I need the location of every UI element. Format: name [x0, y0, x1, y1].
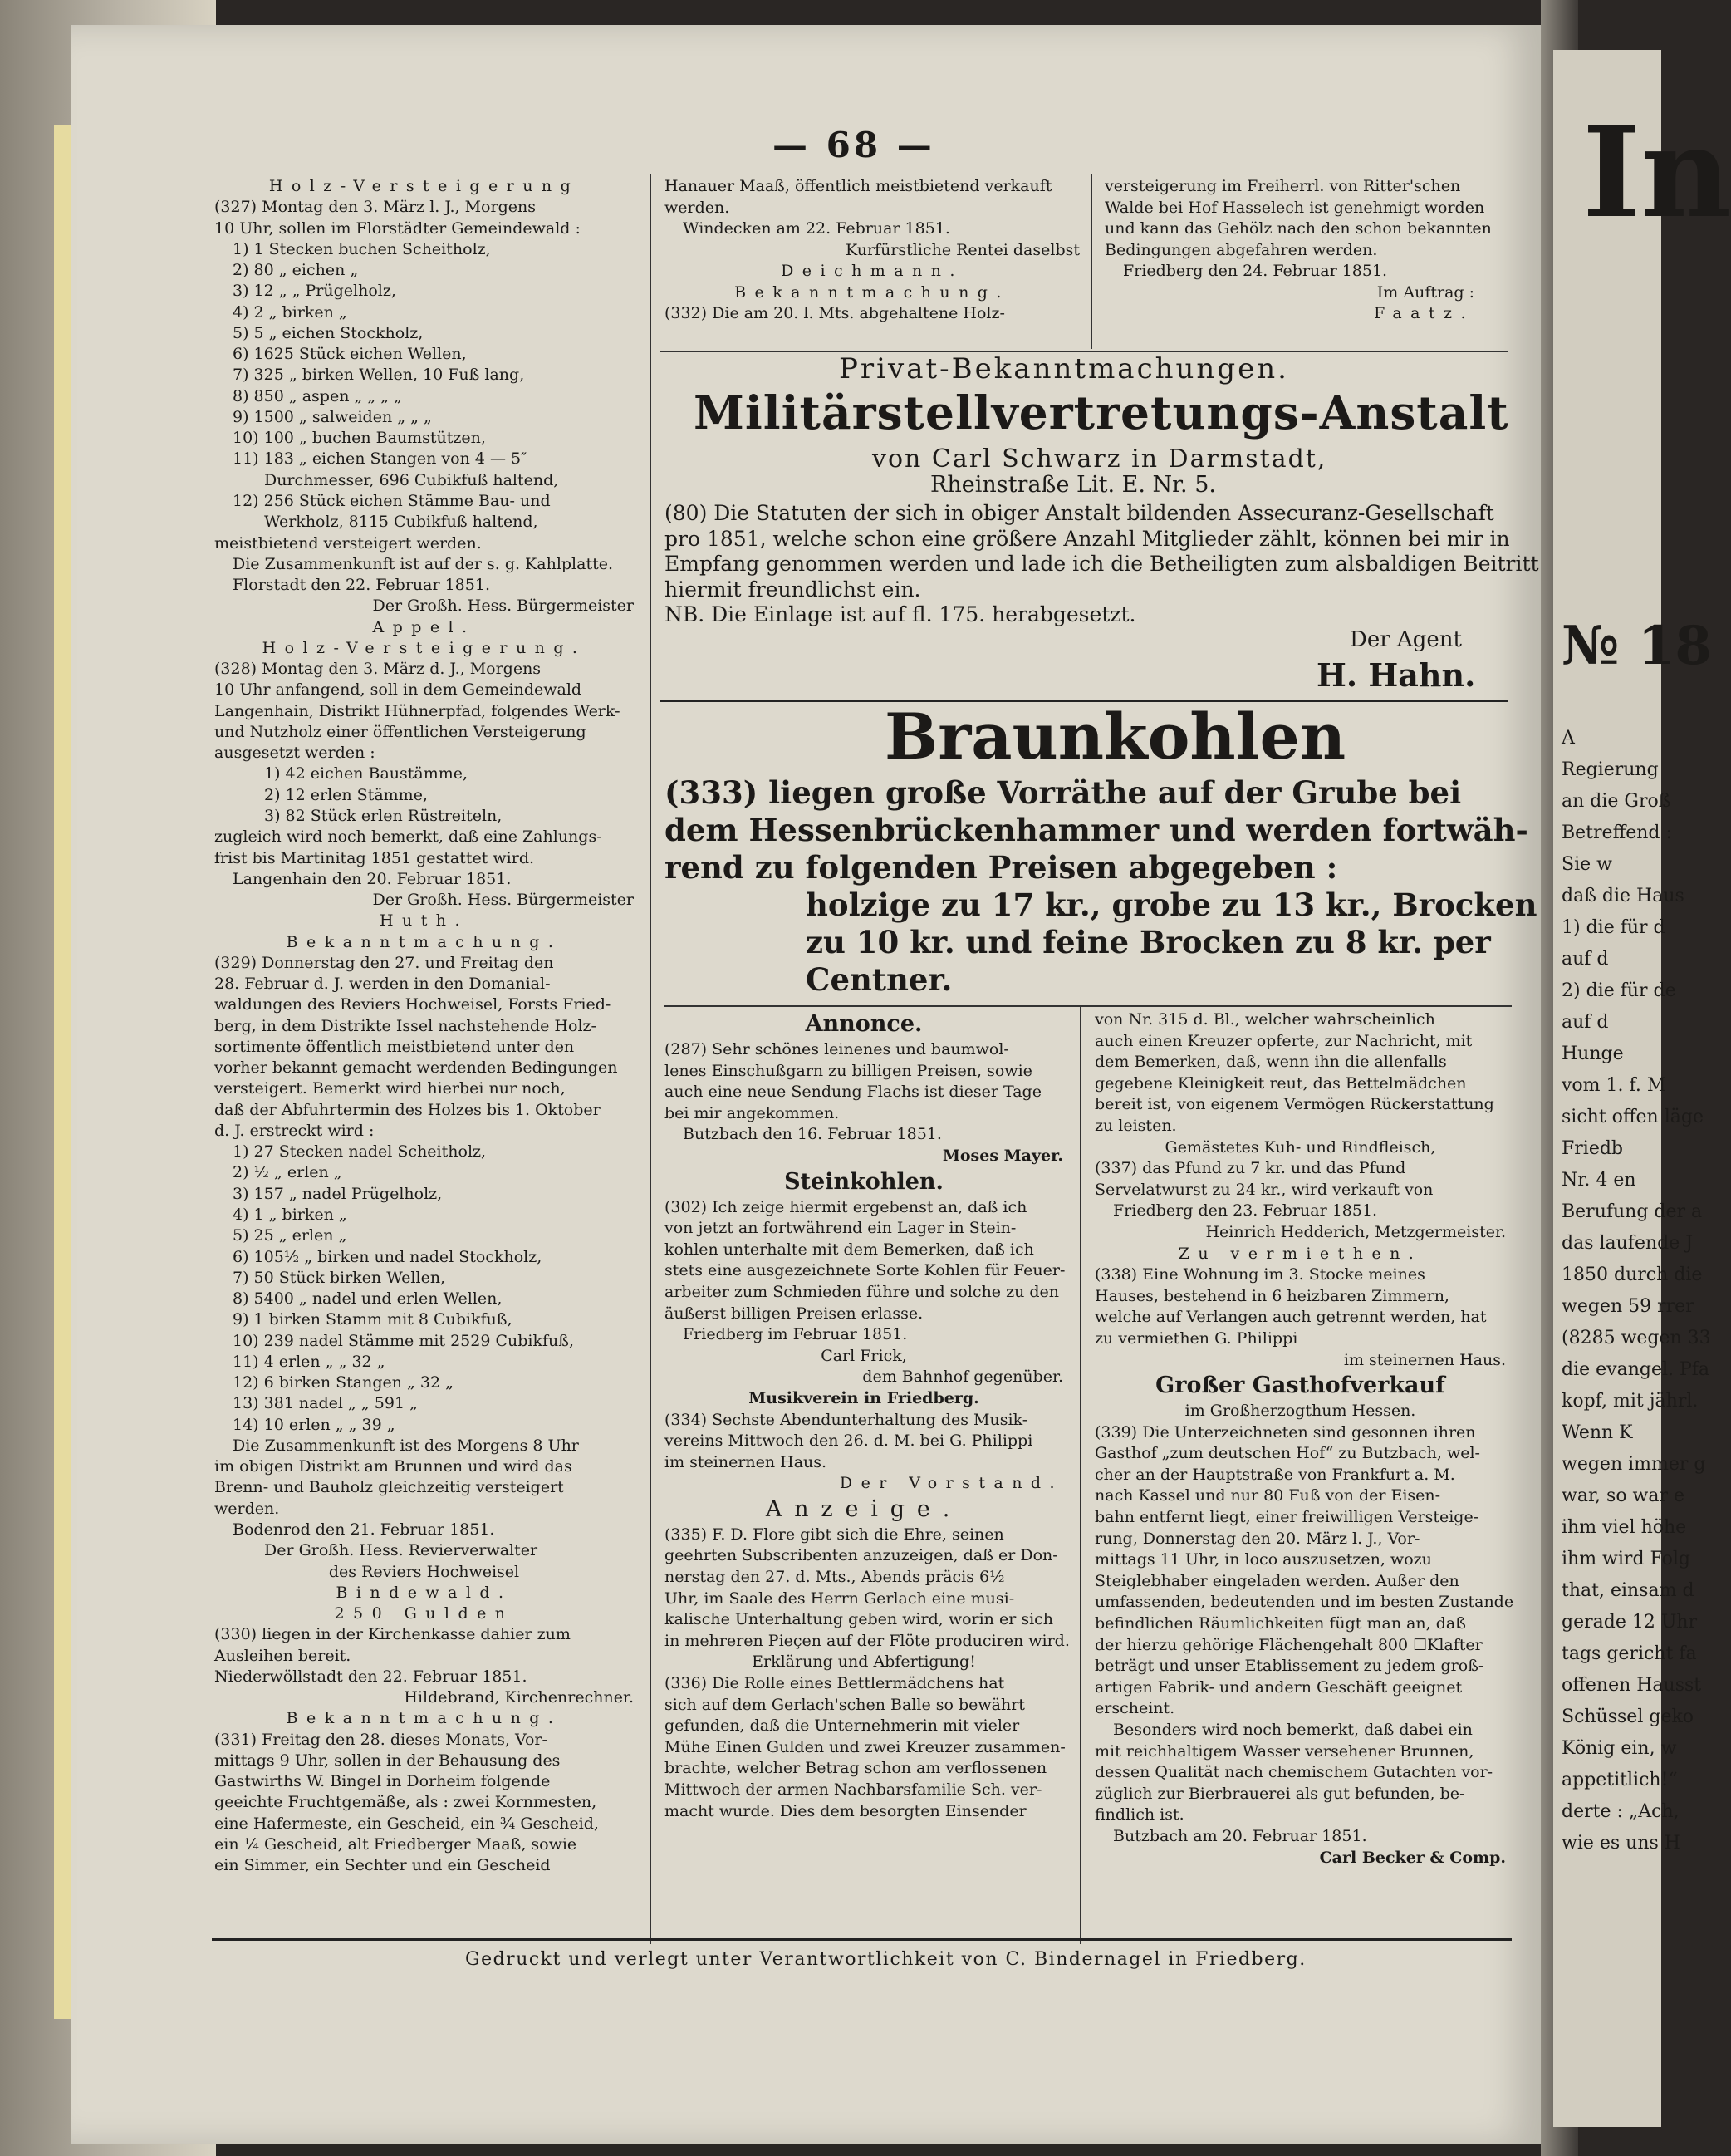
col2_lower-line: (287) Sehr schönes leinenes und baumwol-: [664, 1040, 1009, 1058]
col1-line: meistbietend versteigert werden.: [214, 533, 482, 553]
col3_lower-line: (337) das Pfund zu 7 kr. und das Pfund: [1095, 1159, 1406, 1178]
col1-line: 12) 6 birken Stangen „ 32 „: [233, 1373, 454, 1392]
facing-text-line: an die Groß: [1562, 791, 1671, 812]
col2_lower-line: (335) F. D. Flore gibt sich die Ehre, seinen: [664, 1525, 1004, 1544]
column-rule-3: [1080, 1007, 1081, 1944]
facing-text-line: ihm wird Folg: [1562, 1549, 1690, 1569]
col1-line: Der Großh. Hess. Revierverwalter: [264, 1541, 538, 1560]
col1-line: Hildebrand, Kirchenrechner.: [404, 1688, 634, 1707]
col2_lower-line: Steinkohlen.: [784, 1168, 944, 1195]
col3_top-line: Im Auftrag :: [1376, 282, 1474, 302]
col1-line: werden.: [214, 1499, 280, 1518]
col2_lower-line: im steinernen Haus.: [664, 1452, 827, 1471]
col2_lower-line: auch eine neue Sendung Flachs ist dieser Tage: [664, 1083, 1042, 1102]
col1-line: 10) 100 „ buchen Baumstützen,: [233, 429, 486, 448]
braunkohlen-title: Braunkohlen: [885, 700, 1346, 774]
braunkohlen-line: dem Hessenbrückenhammer und werden fortwäh-: [664, 812, 1528, 848]
col1-line: ausgesetzt werden :: [214, 744, 375, 763]
col1-line: versteigert. Bemerkt wird hierbei nur noch,: [214, 1079, 566, 1098]
facing-text-line: auf d: [1562, 1012, 1609, 1033]
col3_top-line: Friedberg den 24. Februar 1851.: [1123, 262, 1388, 280]
col2_lower-line: Mittwoch der armen Nachbarsfamilie Sch. ver-: [664, 1780, 1042, 1799]
col1-line: Durchmesser, 696 Cubikfuß haltend,: [264, 470, 559, 489]
col3_lower-line: der hierzu gehörige Flächengehalt 800 ☐Klafter: [1095, 1635, 1483, 1654]
col3_lower-line: gegebene Kleinigkeit reut, das Bettelmädchen: [1095, 1073, 1467, 1093]
col1-line: Holz-Versteigerung: [268, 177, 580, 195]
col2_lower-line: gefunden, daß die Unternehmerin mit vieler: [664, 1716, 1020, 1736]
col1-line: Bodenrod den 21. Februar 1851.: [233, 1520, 495, 1539]
col3_lower-line: zu leisten.: [1095, 1116, 1177, 1135]
privat-body: [664, 501, 1539, 628]
col2_lower-line: kalische Unterhaltung geben wird, worin er sich: [664, 1610, 1054, 1629]
col1-line: Die Zusammenkunft ist des Morgens 8 Uhr: [233, 1436, 579, 1455]
col1-line: 13) 381 nadel „ „ 591 „: [233, 1394, 418, 1413]
braunkohlen-body: [664, 774, 1537, 999]
col3_lower-line: von Nr. 315 d. Bl., welcher wahrscheinlich: [1095, 1010, 1435, 1029]
col3_lower-line: welche auf Verlangen auch getrennt werden, hat: [1095, 1308, 1487, 1327]
col2_lower-line: Friedberg im Februar 1851.: [683, 1325, 908, 1344]
privat-body-line: NB. Die Einlage ist auf fl. 175. herabgesetzt.: [664, 602, 1136, 626]
col1-line: 2) 80 „ eichen „: [233, 261, 359, 280]
col1-line: 10 Uhr, sollen im Florstädter Gemeindewald :: [214, 219, 581, 238]
facing-issue-number: № 18: [1562, 615, 1712, 677]
col3_lower-line: Hauses, bestehend in 6 heizbaren Zimmern,: [1095, 1286, 1449, 1305]
col3_top-line: Walde bei Hof Hasselech ist genehmigt worden: [1105, 198, 1485, 217]
col2_lower-line: Carl Frick,: [821, 1346, 907, 1365]
facing-text-line: sicht offen läge: [1562, 1107, 1704, 1127]
col1-line: 7) 325 „ birken Wellen, 10 Fuß lang,: [233, 366, 525, 385]
col2_lower-line: Musikverein in Friedberg.: [748, 1388, 979, 1407]
facing-text-line: appetitlich!“: [1562, 1770, 1678, 1790]
col1-line: Der Großh. Hess. Bürgermeister: [372, 597, 634, 616]
col3_top-line: und kann das Gehölz nach den schon bekannten: [1105, 219, 1492, 238]
facing-text-line: Nr. 4 en: [1562, 1170, 1636, 1191]
col2_top-line: Deichmann.: [781, 262, 964, 280]
col2_lower-line: Butzbach den 16. Februar 1851.: [683, 1125, 942, 1144]
col1-line: (329) Donnerstag den 27. und Freitag den: [214, 953, 554, 972]
col1-line: und Nutzholz einer öffentlichen Versteigerung: [214, 722, 586, 741]
col1-line: daß der Abfuhrtermin des Holzes bis 1. Oktober: [214, 1100, 601, 1119]
facing-text-line: Schüssel geko: [1562, 1707, 1694, 1727]
col1-line: 2) ½ „ erlen „: [233, 1163, 342, 1182]
col3_lower-line: (339) Die Unterzeichneten sind gesonnen ihren: [1095, 1422, 1476, 1441]
column-middle-top: [664, 176, 1080, 325]
facing-text-line: Sie w: [1562, 854, 1612, 875]
col2_lower-line: (334) Sechste Abendunterhaltung des Musik-: [664, 1410, 1028, 1429]
col2_top-line: Windecken am 22. Februar 1851.: [683, 219, 950, 238]
col3_lower-line: nach Kassel und nur 80 Fuß von der Eisen-: [1095, 1486, 1441, 1505]
privat-heading: Privat-Bekanntmachungen.: [839, 352, 1289, 386]
col1-line: im obigen Distrikt am Brunnen und wird das: [214, 1457, 572, 1476]
col3_lower-line: züglich zur Bierbrauerei als gut befunden, be-: [1095, 1784, 1465, 1803]
col2_lower-line: bei mir angekommen.: [664, 1103, 840, 1122]
col2_top-line: Kurfürstliche Rentei daselbst: [845, 240, 1080, 259]
col3_lower-line: umfassenden, bedeutenden und im besten Zustande: [1095, 1593, 1514, 1612]
col2_lower-line: äußerst billigen Preisen erlasse.: [664, 1304, 924, 1323]
col2_lower-line: macht wurde. Dies dem besorgten Einsender: [664, 1801, 1027, 1820]
col3_lower-line: mit reichhaltigem Wasser versehener Brunnen,: [1095, 1741, 1474, 1761]
facing-text-line: A: [1562, 728, 1575, 749]
privat-agent-name: H. Hahn.: [1317, 656, 1476, 694]
imprint-footer: Gedruckt und verlegt unter Verantwortlichkeit von C. Bindernagel in Friedberg.: [465, 1949, 1307, 1970]
col2_lower-line: Mühe Einen Gulden und zwei Kreuzer zusammen-: [664, 1737, 1066, 1756]
col2_lower-line: brachte, welcher Betrag schon am verflossenen: [664, 1759, 1047, 1778]
col3_lower-line: findlich ist.: [1095, 1805, 1184, 1824]
col1-line: Der Großh. Hess. Bürgermeister: [372, 891, 634, 910]
col1-line: 6) 105½ „ birken und nadel Stockholz,: [233, 1247, 542, 1266]
col1-line: 8) 5400 „ nadel und erlen Wellen,: [233, 1289, 503, 1309]
col3_lower-line: Zu vermiethen.: [1178, 1244, 1423, 1263]
col3_lower-line: Friedberg den 23. Februar 1851.: [1113, 1201, 1378, 1220]
column-right-top: [1105, 176, 1492, 325]
col1-line: zugleich wird noch bemerkt, daß eine Zahlungs-: [214, 828, 602, 847]
col2_lower-line: sich auf dem Gerlach'schen Balle so bewährt: [664, 1695, 1025, 1714]
facing-text-line: war, so war e: [1562, 1486, 1685, 1506]
col2_top-line: (332) Die am 20. l. Mts. abgehaltene Holz-: [664, 304, 1005, 322]
col2_lower-line: in mehreren Pieçen auf der Flöte produciren wird.: [664, 1631, 1070, 1650]
privat-title: Militärstellvertretungs-Anstalt: [694, 386, 1509, 440]
col1-line: Appel.: [372, 617, 476, 636]
col3_top-line: versteigerung im Freiherrl. von Ritter'schen: [1105, 177, 1461, 195]
col3_top-line: Faatz.: [1374, 304, 1474, 322]
col1-line: 1) 27 Stecken nadel Scheitholz,: [233, 1142, 487, 1161]
col1-line: (331) Freitag den 28. dieses Monats, Vor-: [214, 1730, 547, 1749]
col1-line: 11) 4 erlen „ „ 32 „: [233, 1352, 385, 1371]
col2_lower-line: von jetzt an fortwährend ein Lager in Stein-: [664, 1219, 1017, 1238]
col3_lower-line: dem Bemerken, daß, wenn ihn die allenfalls: [1095, 1053, 1447, 1072]
col1-line: 3) 82 Stück erlen Rüstreiteln,: [264, 806, 503, 825]
col1-line: mittags 9 Uhr, sollen in der Behausung des: [214, 1751, 561, 1770]
col1-line: 3) 157 „ nadel Prügelholz,: [233, 1184, 443, 1203]
facing-text-line: die evangel. Pfa: [1562, 1359, 1710, 1380]
braunkohlen-line: rend zu folgenden Preisen abgegeben :: [664, 849, 1338, 886]
col1-line: waldungen des Reviers Hochweisel, Forsts Fried-: [214, 995, 611, 1014]
col2_lower-line: geehrten Subscribenten anzuzeigen, daß er Don-: [664, 1546, 1058, 1565]
col2_lower-line: kohlen unterhalte mit dem Bemerken, daß ich: [664, 1240, 1034, 1259]
col3_lower-line: mittags 11 Uhr, in loco auszusetzen, wozu: [1095, 1550, 1432, 1569]
facing-text-line: Wenn K: [1562, 1422, 1633, 1443]
facing-text-line: Regierung: [1562, 759, 1659, 780]
col1-line: 3) 12 „ „ Prügelholz,: [233, 282, 396, 301]
col1-line: 10 Uhr anfangend, soll in dem Gemeindewald: [214, 680, 582, 700]
col1-line: 5) 5 „ eichen Stockholz,: [233, 323, 424, 342]
privat-body-line: (80) Die Statuten der sich in obiger Anstalt bildenden Assecuranz-Gesellschaft: [664, 501, 1494, 525]
col1-line: Die Zusammenkunft ist auf der s. g. Kahlplatte.: [233, 554, 614, 573]
col1-line: Langenhain, Distrikt Hühnerpfad, folgendes Werk-: [214, 701, 620, 720]
braunkohlen-line: zu 10 kr. und feine Brocken zu 8 kr. per: [806, 924, 1491, 960]
col1-line: Niederwöllstadt den 22. Februar 1851.: [214, 1667, 527, 1686]
privat-subtitle-2: Rheinstraße Lit. E. Nr. 5.: [930, 472, 1216, 498]
col2_lower-line: vereins Mittwoch den 26. d. M. bei G. Philippi: [664, 1432, 1033, 1451]
col1-line: 12) 256 Stück eichen Stämme Bau- und: [233, 491, 551, 510]
col1-line: geeichte Fruchtgemäße, als : zwei Kornmesten,: [214, 1793, 597, 1812]
col1-line: ein ¼ Gescheid, alt Friedberger Maaß, sowie: [214, 1834, 577, 1854]
facing-text-line: offenen Hausst: [1562, 1675, 1702, 1696]
col1-line: 4) 1 „ birken „: [233, 1206, 347, 1225]
col1-line: Holz-Versteigerung.: [262, 638, 586, 657]
col3_lower-line: im steinernen Haus.: [1343, 1350, 1506, 1369]
col1-line: (327) Montag den 3. März l. J., Morgens: [214, 198, 536, 217]
col1-line: 6) 1625 Stück eichen Wellen,: [233, 345, 467, 364]
facing-text: [1562, 723, 1711, 1859]
facing-text-line: auf d: [1562, 949, 1609, 970]
col3_lower-line: Heinrich Hedderich, Metzgermeister.: [1205, 1222, 1506, 1241]
col1-line: Bekanntmachung.: [286, 1709, 562, 1728]
facing-text-line: König ein, w: [1562, 1738, 1677, 1759]
col1-line: Huth.: [380, 911, 468, 931]
braunkohlen-line: (333) liegen große Vorräthe auf der Grube bei: [664, 774, 1462, 811]
facing-text-line: that, einsam d: [1562, 1580, 1694, 1601]
facing-text-line: wegen 59 rrer: [1562, 1296, 1694, 1317]
col1-line: Bindewald.: [336, 1583, 512, 1602]
facing-text-line: tags gericht fa: [1562, 1643, 1697, 1664]
column-left: [214, 176, 634, 1877]
col3_lower-line: Besonders wird noch bemerkt, daß dabei ein: [1113, 1721, 1473, 1739]
col3_lower-line: Gemästetes Kuh- und Rindfleisch,: [1165, 1137, 1436, 1157]
col1-line: Bekanntmachung.: [286, 932, 562, 951]
facing-text-line: das laufende J: [1562, 1233, 1694, 1254]
privat-body-line: Empfang genommen werden und lade ich die Betheiligten zum alsbaldigen Beitritt: [664, 552, 1539, 576]
col2_lower-line: Der Vorstand.: [839, 1474, 1063, 1493]
col2_lower-line: Anzeige.: [765, 1495, 963, 1522]
facing-masthead: In: [1582, 100, 1731, 246]
facing-text-line: (8285 wegen 33: [1562, 1328, 1711, 1348]
col1-line: (328) Montag den 3. März d. J., Morgens: [214, 660, 542, 679]
rule-footer: [212, 1938, 1512, 1941]
page-edge: [54, 125, 71, 2019]
privat-body-line: pro 1851, welche schon eine größere Anzahl Mitglieder zählt, können bei mir in: [664, 526, 1510, 551]
col3_top-line: Bedingungen abgefahren werden.: [1105, 240, 1378, 259]
col1-line: eine Hafermeste, ein Gescheid, ein ¾ Gescheid,: [214, 1814, 599, 1833]
col1-line: 9) 1 birken Stamm mit 8 Cubikfuß,: [233, 1310, 512, 1329]
col2_lower-line: Erklärung und Abfertigung!: [752, 1653, 976, 1672]
col1-line: 28. Februar d. J. werden in den Domanial-: [214, 975, 551, 994]
col1-line: d. J. erstreckt wird :: [214, 1121, 375, 1140]
col3_lower-line: Steiglebhaber eingeladen werden. Außer den: [1095, 1571, 1459, 1590]
facing-text-line: derte : „Ach,: [1562, 1801, 1680, 1822]
braunkohlen-line: holzige zu 17 kr., grobe zu 13 kr., Brocken: [806, 886, 1537, 923]
col3_lower-line: Großer Gasthofverkauf: [1155, 1373, 1445, 1399]
col3_lower-line: zu vermiethen G. Philippi: [1095, 1328, 1298, 1348]
col3_lower-line: bahn entfernt liegt, einer freiwilligen Versteige-: [1095, 1508, 1479, 1527]
col1-line: 2) 12 erlen Stämme,: [264, 785, 428, 804]
column-rule-1: [650, 174, 651, 1944]
privat-agent-label: Der Agent: [1350, 627, 1462, 652]
col1-line: Brenn- und Bauholz gleichzeitig versteigert: [214, 1478, 564, 1497]
col1-line: 1) 42 eichen Baustämme,: [264, 764, 468, 783]
col1-line: ein Simmer, ein Sechter und ein Gescheid: [214, 1856, 551, 1875]
col1-line: 7) 50 Stück birken Wellen,: [233, 1268, 446, 1287]
col2_lower-line: (302) Ich zeige hiermit ergebenst an, daß ich: [664, 1197, 1027, 1216]
col1-line: Gastwirths W. Bingel in Dorheim folgende: [214, 1772, 551, 1791]
col3_lower-line: rung, Donnerstag den 20. März l. J., Vor-: [1095, 1529, 1420, 1548]
col1-line: 4) 2 „ birken „: [233, 302, 347, 322]
col1-line: des Reviers Hochweisel: [328, 1562, 520, 1581]
rule-braunkohlen: [664, 1005, 1512, 1007]
col3_lower-line: cher an der Hauptstraße von Frankfurt a. M.: [1095, 1465, 1455, 1484]
privat-body-line: hiermit freundlichst ein.: [664, 577, 921, 602]
privat-subtitle-1: von Carl Schwarz in Darmstadt,: [872, 444, 1327, 474]
facing-text-line: Hunge: [1562, 1044, 1624, 1064]
col2_top-line: Hanauer Maaß, öffentlich meistbietend verkauft: [664, 177, 1052, 195]
facing-text-line: Friedb: [1562, 1138, 1624, 1159]
facing-text-line: Berufung der a: [1562, 1201, 1703, 1222]
facing-text-line: Betreffend :: [1562, 823, 1672, 843]
col1-line: berg, in dem Distrikte Issel nachstehende Holz-: [214, 1016, 596, 1035]
col3_lower-line: artigen Fabrik- und andern Geschäft geeignet: [1095, 1677, 1463, 1697]
col1-line: (330) liegen in der Kirchenkasse dahier zum: [214, 1625, 571, 1644]
page-number: — 68 —: [772, 125, 935, 165]
facing-text-line: gerade 12 Uhr: [1562, 1612, 1698, 1633]
col2_top-line: Bekanntmachung.: [734, 282, 1010, 302]
col2_lower-line: (336) Die Rolle eines Bettlermädchens hat: [664, 1674, 1005, 1693]
col1-line: 1) 1 Stecken buchen Scheitholz,: [233, 239, 491, 258]
col2_lower-line: dem Bahnhof gegenüber.: [862, 1368, 1063, 1387]
column-right-lower: [1095, 1009, 1514, 1869]
facing-text-line: 1) die für d: [1562, 917, 1665, 938]
facing-text-line: kopf, mit jährl.: [1562, 1391, 1699, 1412]
col3_lower-line: auch einen Kreuzer opferte, zur Nachricht, mit: [1095, 1031, 1473, 1050]
col1-line: sortimente öffentlich meistbietend unter den: [214, 1037, 575, 1056]
col1-line: 250 Gulden: [334, 1604, 514, 1623]
col3_lower-line: im Großherzogthum Hessen.: [1184, 1402, 1416, 1421]
facing-text-line: vom 1. f. M: [1562, 1075, 1666, 1096]
col3_lower-line: Carl Becker & Comp.: [1319, 1848, 1506, 1867]
column-rule-2: [1091, 174, 1092, 349]
facing-text-line: 2) die für de: [1562, 980, 1676, 1001]
col1-line: 8) 850 „ aspen „ „ „ „: [233, 386, 402, 405]
col2_lower-line: Annonce.: [805, 1011, 923, 1037]
col1-line: frist bis Martinitag 1851 gestattet wird.: [214, 848, 535, 867]
col3_lower-line: (338) Eine Wohnung im 3. Stocke meines: [1095, 1265, 1425, 1284]
col3_lower-line: Gasthof „zum deutschen Hof“ zu Butzbach, wel-: [1095, 1444, 1480, 1463]
col3_lower-line: dessen Qualität nach chemischem Gutachten vor-: [1095, 1763, 1493, 1782]
col2_lower-line: Uhr, im Saale des Herrn Gerlach eine musi-: [664, 1589, 1015, 1608]
col3_lower-line: befindlichen Räumlichkeiten fügt man an, daß: [1095, 1614, 1466, 1633]
col2_lower-line: Moses Mayer.: [942, 1146, 1063, 1165]
col1-line: 5) 25 „ erlen „: [233, 1226, 347, 1245]
col2_lower-line: arbeiter zum Schmieden führe und solche zu den: [664, 1282, 1060, 1301]
col2_top-line: werden.: [664, 198, 730, 217]
facing-text-line: 1850 durch die: [1562, 1265, 1703, 1285]
col2_lower-line: nerstag den 27. d. Mts., Abends präcis 6½: [664, 1568, 1005, 1587]
col2_lower-line: stets eine ausgezeichnete Sorte Kohlen für Feuer-: [664, 1261, 1066, 1280]
col3_lower-line: beträgt und unser Etablissement zu jedem groß-: [1095, 1657, 1484, 1676]
col3_lower-line: Servelatwurst zu 24 kr., wird verkauft von: [1095, 1180, 1434, 1199]
col1-line: 14) 10 erlen „ „ 39 „: [233, 1415, 395, 1434]
braunkohlen-line: Centner.: [806, 961, 953, 998]
col3_lower-line: Butzbach am 20. Februar 1851.: [1113, 1826, 1367, 1845]
col3_lower-line: erscheint.: [1095, 1699, 1175, 1718]
facing-text-line: daß die Haus: [1562, 886, 1684, 906]
col1-line: Langenhain den 20. Februar 1851.: [233, 869, 512, 888]
facing-text-line: wegen immer g: [1562, 1454, 1706, 1475]
col1-line: 11) 183 „ eichen Stangen von 4 — 5″: [233, 449, 527, 469]
col3_lower-line: bereit ist, von eigenem Vermögen Rückerstattung: [1095, 1095, 1494, 1114]
facing-text-line: ihm viel höhe: [1562, 1517, 1687, 1538]
col1-line: 9) 1500 „ salweiden „ „ „: [233, 407, 432, 426]
col1-line: Florstadt den 22. Februar 1851.: [233, 576, 490, 595]
facing-text-line: wie es uns H: [1562, 1833, 1680, 1854]
col2_lower-line: lenes Einschußgarn zu billigen Preisen, sowie: [664, 1061, 1032, 1080]
col1-line: 10) 239 nadel Stämme mit 2529 Cubikfuß,: [233, 1331, 575, 1350]
column-middle-lower: [664, 1009, 1070, 1822]
col1-line: Werkholz, 8115 Cubikfuß haltend,: [264, 513, 538, 532]
col1-line: Ausleihen bereit.: [214, 1646, 351, 1665]
col1-line: vorher bekannt gemacht werdenden Bedingungen: [214, 1058, 618, 1078]
